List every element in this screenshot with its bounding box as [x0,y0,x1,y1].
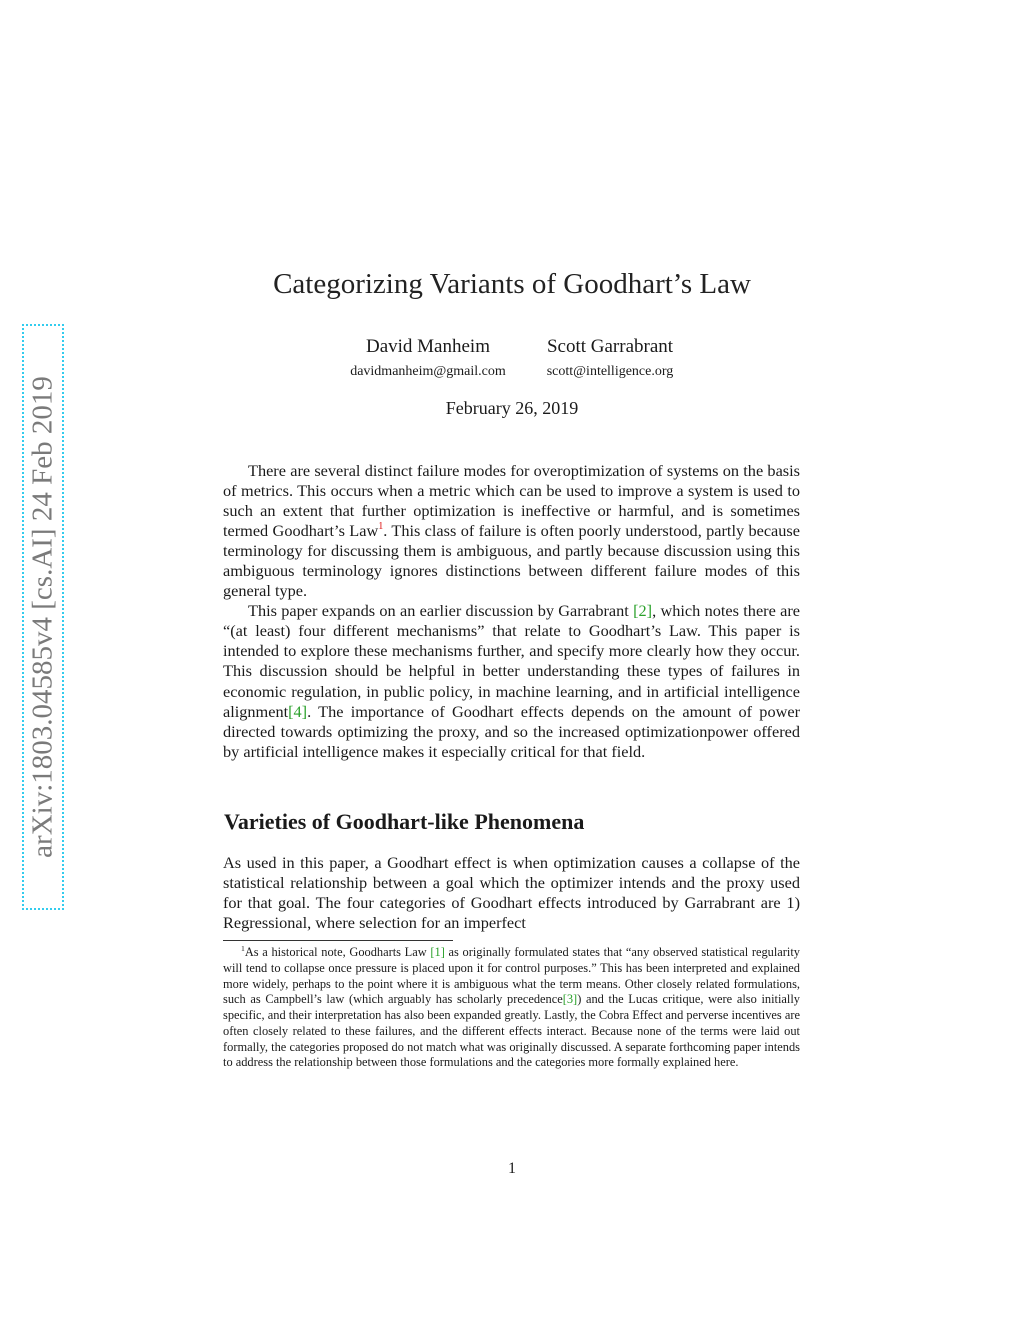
citation-link[interactable]: [3] [562,992,578,1007]
abstract [223,461,800,762]
citation-link[interactable]: [1] [430,945,445,959]
abstract-paragraph: This paper expands on an earlier discussion by Garrabrant [2], which notes there are “(at least) four different mechanisms” that relate to Goodhart’s Law. This paper is intended to explore these mechanisms further, and specify more clearly how they occur. This discussion should be helpful in better understanding these types of failures in economic regulation, in public policy, in machine learning, and in artificial intelligence alignment[4]. The importance of Goodhart effects depends on the amount of power directed towards optimizing the proxy, and so the increased optimizationpower offered by artificial intelligence makes it especially critical for that field. [223,601,801,761]
footnote-divider [223,940,453,941]
author-email[interactable]: scott@intelligence.org [546,364,674,379]
section-heading: Varieties of Goodhart-like Phenomena [224,809,585,834]
footnote-number: 1 [241,943,245,953]
footnote-marker[interactable]: 1 [378,521,384,533]
publication-date: February 26, 2019 [445,398,579,418]
abstract-paragraph: There are several distinct failure modes for overoptimization of systems on the basis of metrics. This occurs when a metric which can be used to improve a system is used to such an extent that further optimization is ineffective or harmful, and is sometimes termed Goodhart’s Law$^1$. This class of failure is often poorly understood, partly because terminology for discussing them is ambiguous, and partly because discussion using this ambiguous terminology ignores distinctions between different failure modes of this general type. [223,461,800,601]
author-name: David Manheim [365,336,490,357]
page-number: 1 [508,1160,516,1177]
footnote [223,945,800,1071]
author-email[interactable]: davidmanheim@gmail.com [350,364,506,379]
paper-title: Categorizing Variants of Goodhart’s Law [273,268,751,300]
citation-link[interactable]: [2] [633,601,653,621]
citation-link[interactable]: [4] [288,701,308,721]
footnote-text: $^1$As a historical note, Goodharts Law [1] as originally formulated states that “any observed statistical regularity will tend to collapse once pressure is placed upon it for control purposes.” This has been interpreted and explained more widely, perhaps to the point where it is ambiguous what the term means. Other closely related formulations, such as Campbell’s law (which arguably has scholarly precedence[3]) and the Lucas critique, were also initially specific, and their interpretation has also been expanded greatly. Lastly, the Cobra Effect and perverse incentives are often closely related to these failures, and the different effects interact. Because none of the terms were laid out formally, the categories proposed do not match what was originally discussed. A separate forthcoming paper intends to address the relationship between those formulations and the categories more formally explained here. [223,943,800,1070]
body-paragraph: As used in this paper, a Goodhart effect is when optimization causes a collapse of the statistical relationship between a goal which the optimizer intends and the proxy used for that goal. The four categories of Goodhart effects introduced by Garrabrant are 1) Regressional, where selection for an imperfect [223,853,800,933]
author-name: Scott Garrabrant [546,336,674,357]
arxiv-identifier[interactable]: arXiv:1803.04585v4 [cs.AI] 24 Feb 2019 [26,376,59,858]
section-body [223,853,800,933]
